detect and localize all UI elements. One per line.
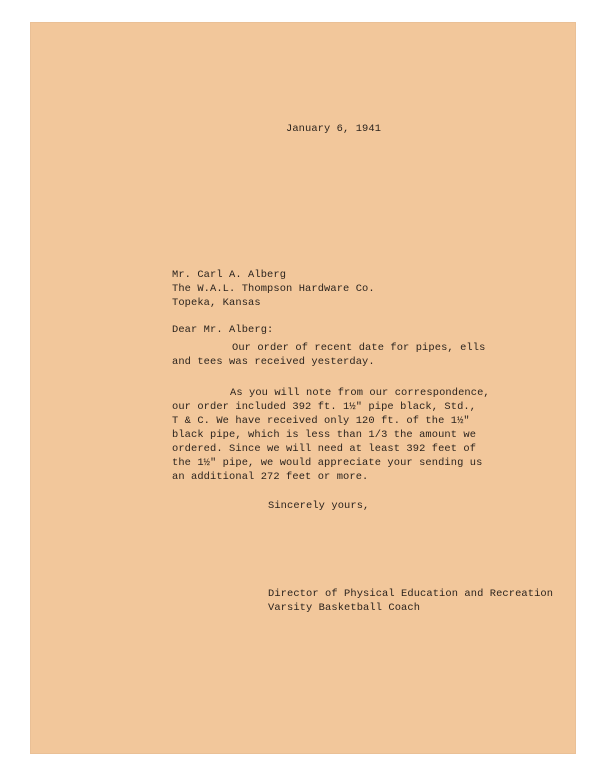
paragraph-2-line-6: the 1½" pipe, we would appreciate your sending us xyxy=(172,457,483,469)
paragraph-2-line-3: T & C. We have received only 120 ft. of the 1½" xyxy=(172,415,470,427)
paragraph-1-line-2: and tees was received yesterday. xyxy=(172,356,375,368)
recipient-location: Topeka, Kansas xyxy=(172,297,261,309)
salutation: Dear Mr. Alberg: xyxy=(172,324,274,336)
letter-page xyxy=(30,22,576,754)
closing: Sincerely yours, xyxy=(268,500,370,512)
signature-title-2: Varsity Basketball Coach xyxy=(268,602,421,614)
paragraph-2-line-4: black pipe, which is less than 1/3 the amount we xyxy=(172,429,477,441)
paragraph-2-line-1: As you will note from our correspondence, xyxy=(230,387,490,399)
paragraph-2-line-5: ordered. Since we will need at least 392 feet of xyxy=(172,443,477,455)
recipient-company: The W.A.L. Thompson Hardware Co. xyxy=(172,283,375,295)
signature-title-1: Director of Physical Education and Recreation xyxy=(268,588,554,600)
paragraph-2-line-7: an additional 272 feet or more. xyxy=(172,471,369,483)
paragraph-1-line-1: Our order of recent date for pipes, ells xyxy=(232,342,486,354)
letter-date: January 6, 1941 xyxy=(286,123,382,135)
paragraph-2-line-2: our order included 392 ft. 1½" pipe black, Std., xyxy=(172,401,477,413)
recipient-name: Mr. Carl A. Alberg xyxy=(172,269,287,281)
